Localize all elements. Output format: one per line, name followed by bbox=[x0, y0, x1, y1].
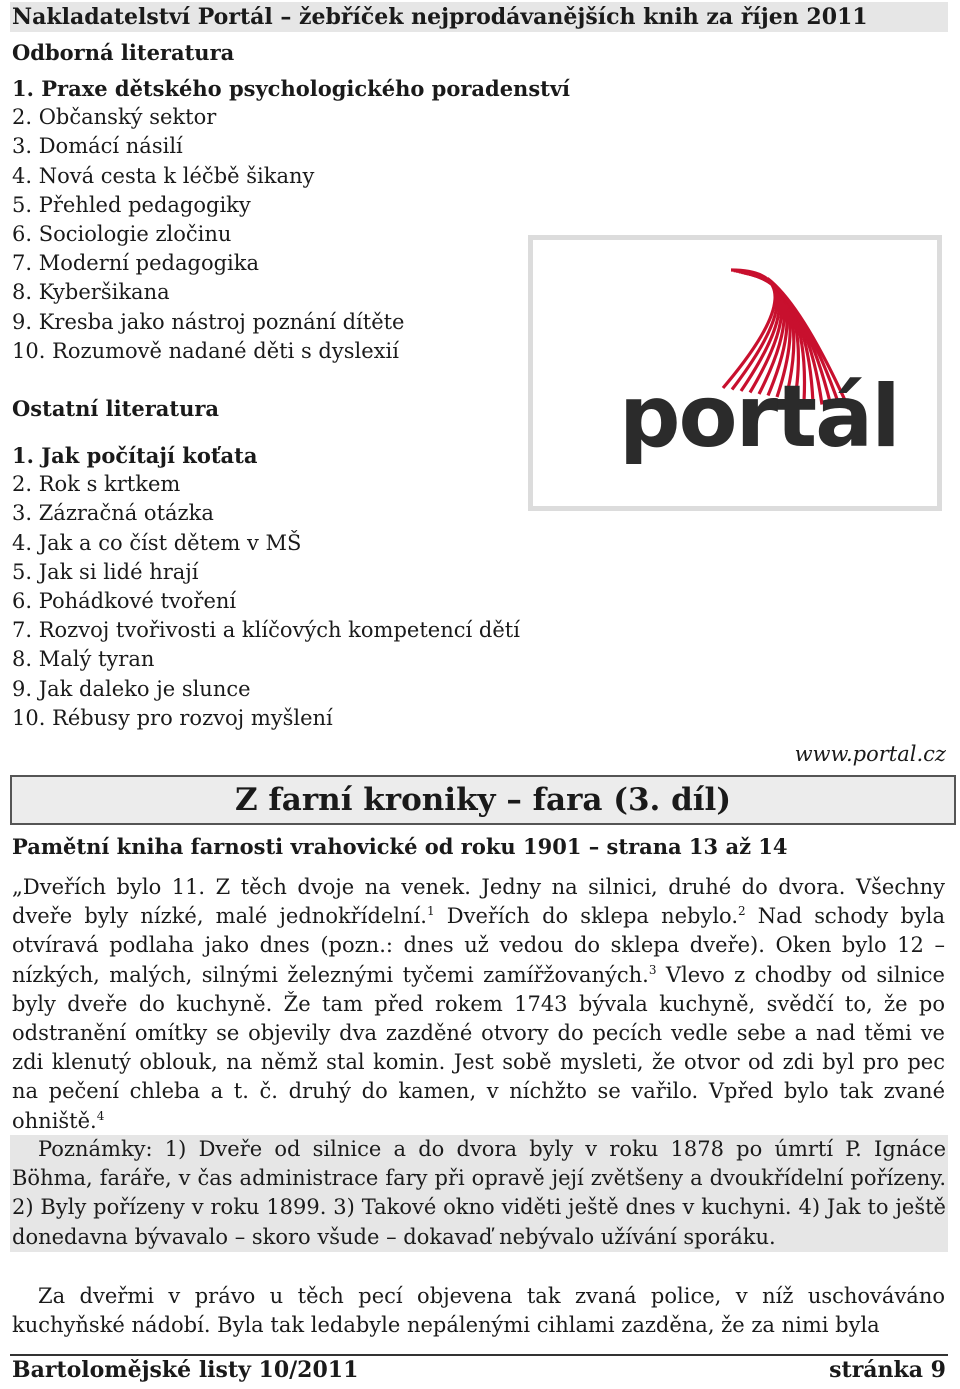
list-item: 9. Jak daleko je slunce bbox=[12, 676, 251, 701]
logo-wordmark: portál bbox=[619, 367, 899, 467]
list-item: 9. Kresba jako nástroj poznání dítěte bbox=[12, 309, 405, 334]
bestseller-list-odborna bbox=[12, 74, 570, 366]
list-item: 1. Jak počítají koťata bbox=[12, 443, 258, 468]
footnote-ref: 4 bbox=[96, 1108, 105, 1123]
list-item: 8. Malý tyran bbox=[12, 647, 155, 672]
list-item: 4. Nová cesta k léčbě šikany bbox=[12, 163, 315, 188]
publisher-url: www.portal.cz bbox=[794, 742, 946, 766]
paragraph-text: Vlevo z chodby od silnice byly dveře do kuchyně. Že tam před rokem 1743 bývala kuchyně, svědčí to, že po odstranění omítky se objevily dva zazděné otvory do pecích vedle sebe a nad těmi ve zdi klenutý oblouk, na němž stal komin. Jest sobě mysleti, že otvor od zdi byl pro pec na pečení chleba a t. č. druhý do kamen, v níchžto se vařilo. Vpřed bylo tak zvané ohniště. bbox=[12, 962, 945, 1133]
list-item: 7. Moderní pedagogika bbox=[12, 251, 260, 276]
paragraph-text: Dveřích do sklepa nebylo. bbox=[434, 904, 738, 929]
portal-logo bbox=[528, 235, 942, 511]
page-header-banner: Nakladatelství Portál – žebříček nejprodávanějších knih za říjen 2011 bbox=[10, 2, 948, 32]
notes-text: Poznámky: 1) Dveře od silnice a do dvora byly v roku 1878 po úmrtí P. Ignáce Böhma, faráře, v čas administrace fary při opravě její zvětšeny a dvoukřídelní pořízeny. 2) Byly pořízeny v roku 1899. 3) Takové okno viděti ještě dnes v kuchyni. 4) Jak to ještě donedavna bývavalo – skoro všude – dokavaď nebývalo užívání sporáku. bbox=[12, 1137, 946, 1249]
list-item: 3. Zázračná otázka bbox=[12, 501, 214, 526]
list-item: 10. Rozumově nadané děti s dyslexií bbox=[12, 338, 399, 363]
list-item: 3. Domácí násilí bbox=[12, 134, 183, 159]
bestseller-list-ostatni bbox=[12, 441, 520, 733]
section-title-ostatni: Ostatní literatura bbox=[12, 396, 220, 421]
list-item: 1. Praxe dětského psychologického poradenství bbox=[12, 76, 571, 101]
list-item: 4. Jak a co číst dětem v MŠ bbox=[12, 530, 302, 555]
article-notes bbox=[10, 1135, 948, 1252]
section-title-odborna: Odborná literatura bbox=[12, 40, 235, 65]
list-item: 6. Pohádkové tvoření bbox=[12, 588, 237, 613]
footer-issue: Bartolomějské listy 10/2011 bbox=[12, 1357, 359, 1383]
paragraph-text: „Dveřích bylo 11. Z těch dvoje na venek. Jedny na silnici, druhé do dvora. Všechny dveře byly nízké, malé jednokřídelní. bbox=[12, 875, 945, 929]
list-item: 5. Jak si lidé hrají bbox=[12, 559, 199, 584]
list-item: 8. Kyberšikana bbox=[12, 280, 170, 305]
list-item: 10. Rébusy pro rozvoj myšlení bbox=[12, 705, 333, 730]
list-item: 5. Přehled pedagogiky bbox=[12, 192, 251, 217]
paragraph-text: Nad schody byla otvíravá podlaha jako dnes (pozn.: dnes už vedou do sklepa dveře). Oken bylo 12 – nízkých, malých, silnými železnými tyčemi zamířžovaných. bbox=[12, 904, 945, 987]
list-item: 2. Rok s krtkem bbox=[12, 472, 181, 497]
list-item: 6. Sociologie zločinu bbox=[12, 221, 232, 246]
list-item: 2. Občanský sektor bbox=[12, 105, 217, 130]
article-subtitle: Pamětní kniha farnosti vrahovické od roku 1901 – strana 13 až 14 bbox=[12, 834, 788, 859]
paragraph-text: Za dveřmi v právo u těch pecí objevena tak zvaná police, v níž uschováváno kuchyňské nádobí. Byla tak ledabyle nepálenými cihlami zazděna, že za nimi byla bbox=[12, 1284, 945, 1338]
footnote-ref: 3 bbox=[648, 962, 657, 977]
article-paragraph-2 bbox=[12, 1282, 945, 1340]
footnote-ref: 1 bbox=[426, 904, 435, 919]
article-paragraph-1 bbox=[12, 873, 945, 1136]
footer-page-number: stránka 9 bbox=[829, 1357, 946, 1383]
article-title: Z farní kroniky – fara (3. díl) bbox=[10, 775, 956, 825]
list-item: 7. Rozvoj tvořivosti a klíčových kompetencí dětí bbox=[12, 618, 520, 643]
footnote-ref: 2 bbox=[738, 904, 746, 919]
footer-divider bbox=[10, 1354, 948, 1356]
